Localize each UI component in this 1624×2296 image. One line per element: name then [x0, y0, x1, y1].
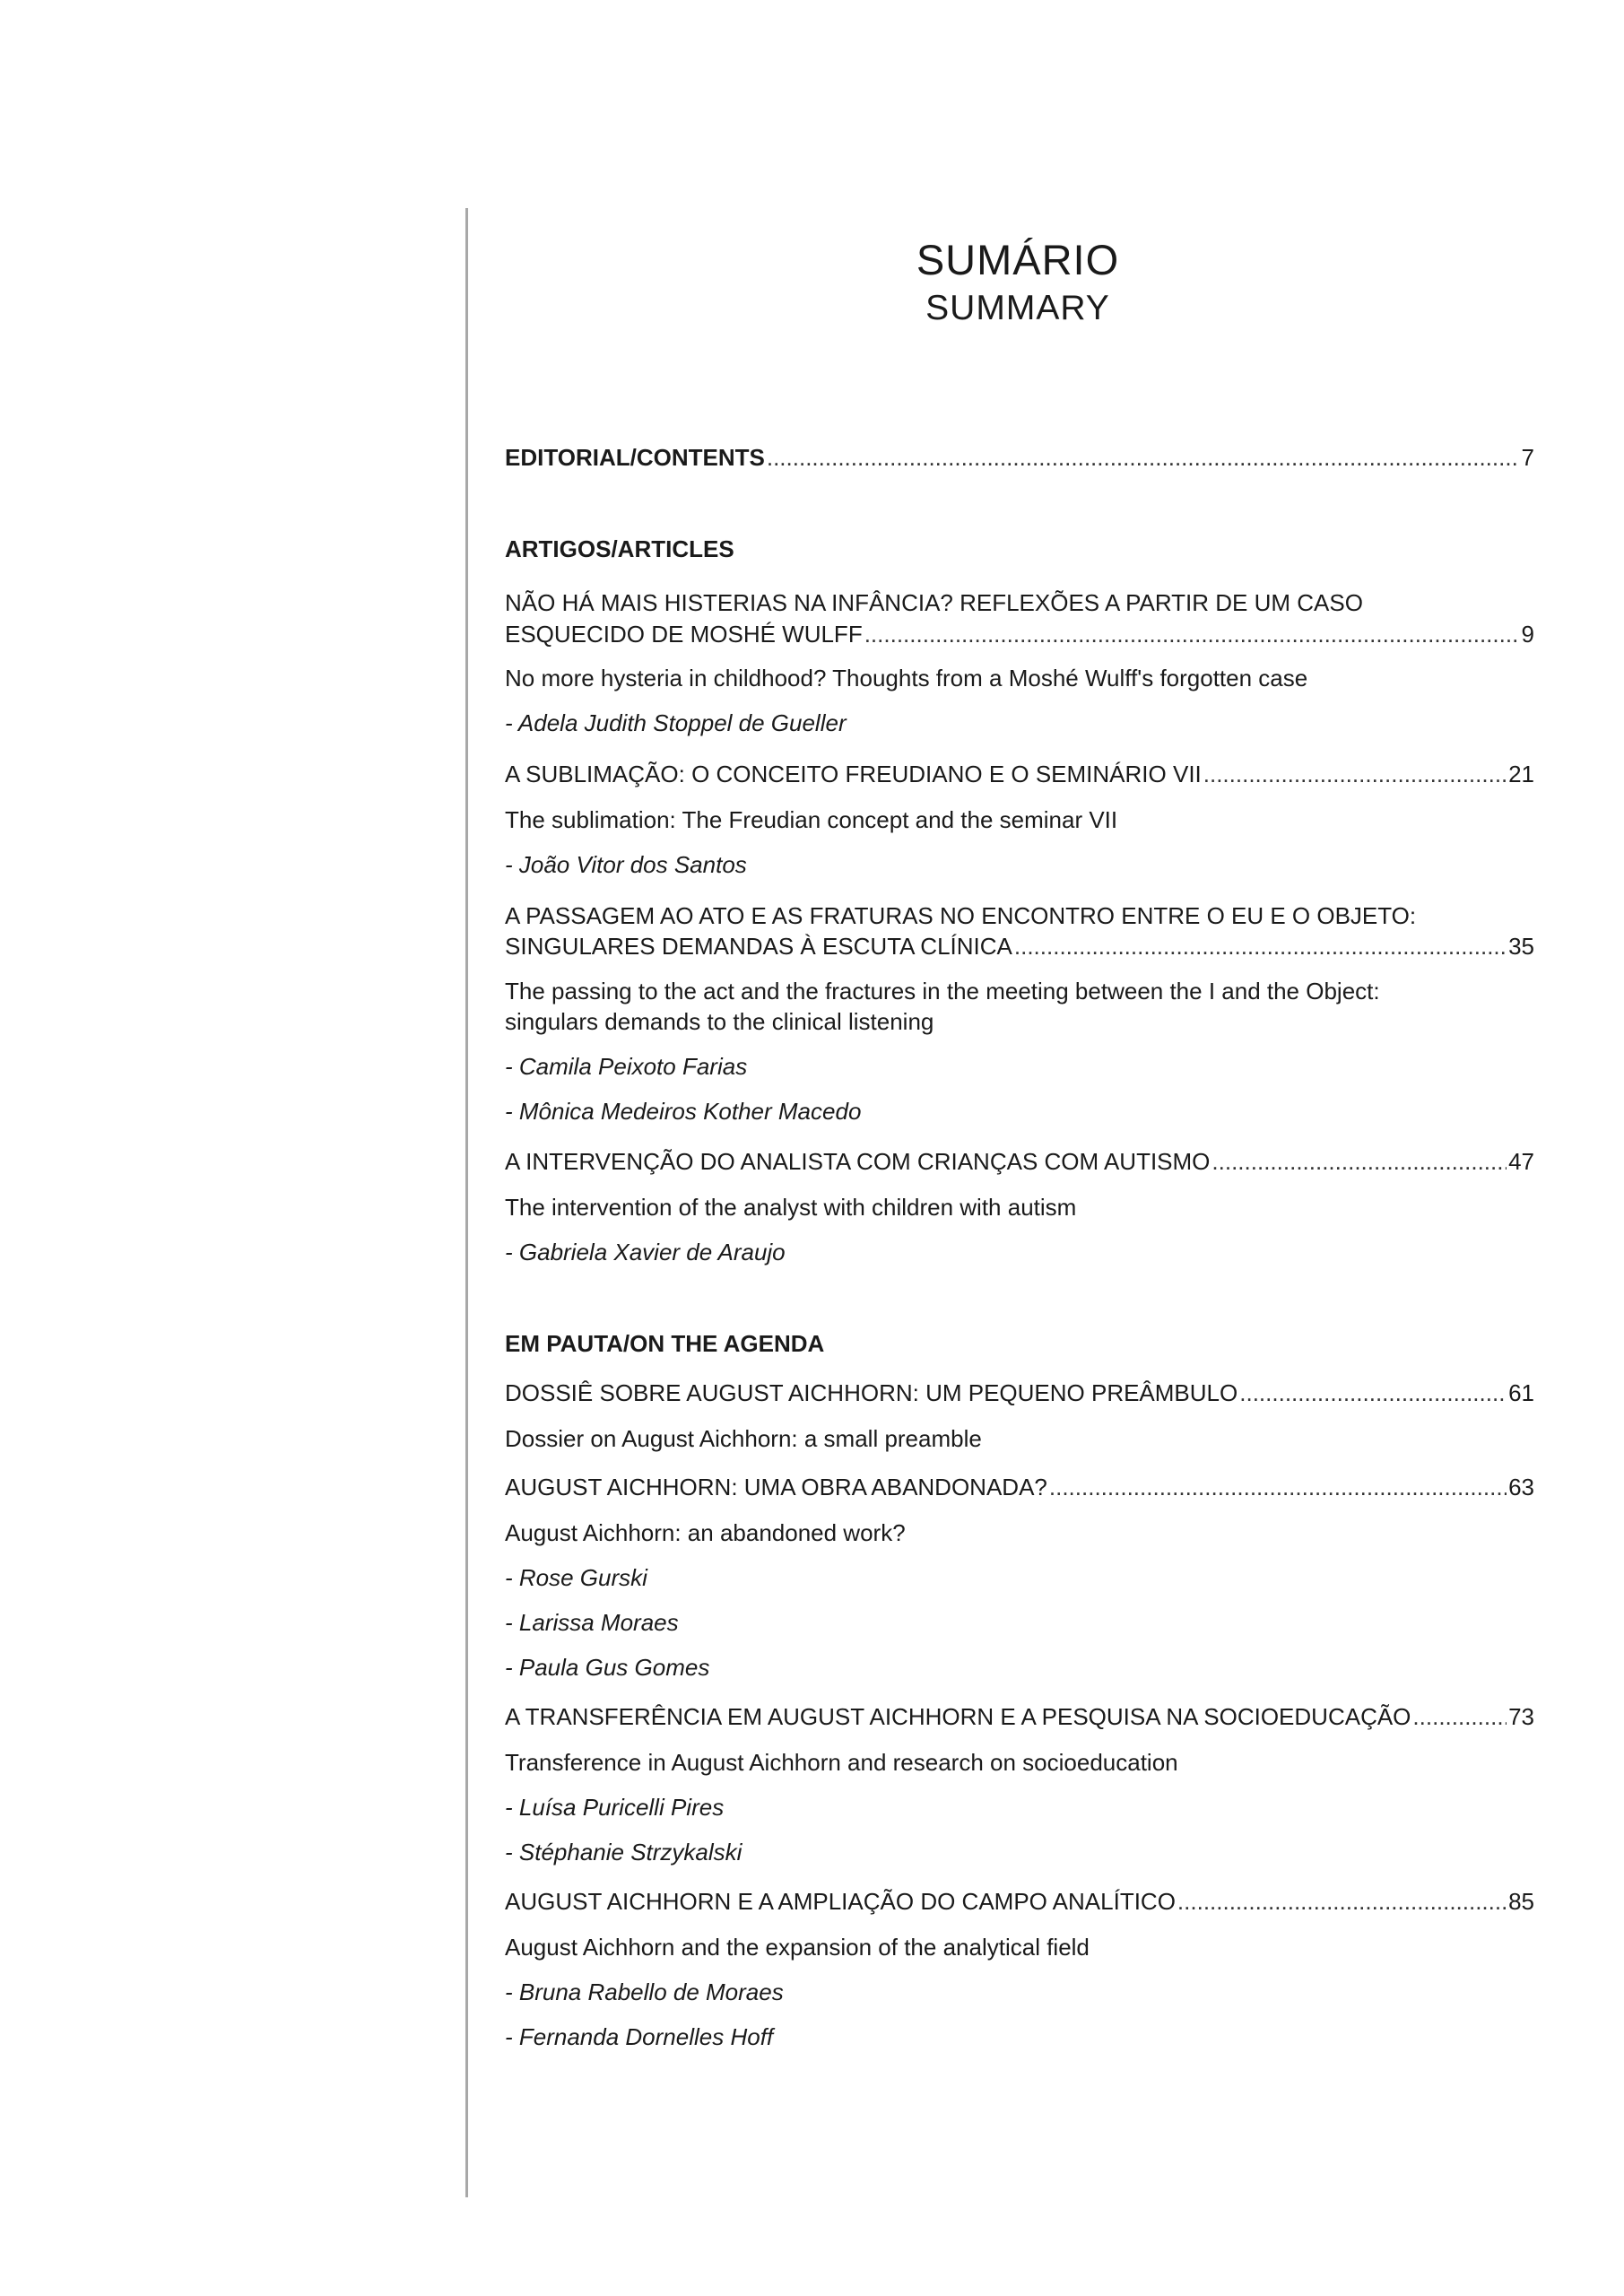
toc-entry-author: - Bruna Rabello de Moraes — [505, 1979, 784, 2005]
toc-entry-author: - Camila Peixoto Farias — [505, 1053, 748, 1080]
toc-entry-author: - Paula Gus Gomes — [505, 1654, 710, 1681]
toc-entry-english-title: Dossier on August Aichhorn: a small preamble — [505, 1425, 982, 1452]
page-number: 47 — [1508, 1148, 1534, 1175]
page-number: 63 — [1508, 1474, 1534, 1500]
page-header — [502, 235, 1533, 332]
toc-entry[interactable] — [505, 1700, 1534, 1733]
dot-leader — [1211, 1145, 1507, 1178]
dot-leader — [1049, 1471, 1507, 1503]
toc-entry-author: - Mônica Medeiros Kother Macedo — [505, 1098, 862, 1125]
dot-leader — [1177, 1885, 1507, 1918]
toc-entry-author: - Gabriela Xavier de Araujo — [505, 1239, 786, 1265]
dot-leader — [1014, 930, 1507, 962]
toc-entry-author: - Luísa Puricelli Pires — [505, 1794, 725, 1821]
toc-entry-title: ESQUECIDO DE MOSHÉ WULFF — [505, 621, 863, 648]
page-number: 21 — [1508, 761, 1534, 787]
toc-entry-title: A TRANSFERÊNCIA EM AUGUST AICHHORN E A PESQUISA NA SOCIOEDUCAÇÃO — [505, 1703, 1411, 1730]
left-margin-rule — [465, 208, 468, 2197]
toc-entry-english-title: Transference in August Aichhorn and research on socioeducation — [505, 1749, 1178, 1776]
toc-entry-english-title: The passing to the act and the fractures in the meeting between the I and the Object: — [505, 978, 1380, 1004]
toc-entry-author: - João Vitor dos Santos — [505, 851, 747, 878]
page-number: 7 — [1521, 444, 1534, 471]
toc-entry-english-title: August Aichhorn and the expansion of the analytical field — [505, 1934, 1090, 1961]
section-heading-agenda: EM PAUTA/ON THE AGENDA — [505, 1330, 825, 1357]
dot-leader — [1412, 1700, 1507, 1733]
dot-leader — [1203, 758, 1507, 790]
toc-entry-title: SINGULARES DEMANDAS À ESCUTA CLÍNICA — [505, 933, 1012, 960]
toc-entry[interactable] — [505, 930, 1534, 962]
toc-entry-english-title: The sublimation: The Freudian concept and the seminar VII — [505, 806, 1118, 833]
page-subtitle: SUMMARY — [925, 289, 1110, 327]
toc-entry-title: A PASSAGEM AO ATO E AS FRATURAS NO ENCONTRO ENTRE O EU E O OBJETO: — [505, 902, 1417, 929]
toc-entry[interactable] — [505, 618, 1534, 650]
page-number: 9 — [1521, 621, 1534, 648]
toc-entry-english-title: singulars demands to the clinical listening — [505, 1008, 934, 1035]
page-number: 85 — [1508, 1888, 1534, 1915]
toc-entry-title: DOSSIÊ SOBRE AUGUST AICHHORN: UM PEQUENO PREÂMBULO — [505, 1379, 1238, 1406]
toc-entry-english-title: August Aichhorn: an abandoned work? — [505, 1519, 906, 1546]
toc-entry[interactable] — [505, 1471, 1534, 1503]
toc-entry-title: A INTERVENÇÃO DO ANALISTA COM CRIANÇAS COM AUTISMO — [505, 1148, 1211, 1175]
toc-entry-title: AUGUST AICHHORN: UMA OBRA ABANDONADA? — [505, 1474, 1047, 1500]
dot-leader — [864, 618, 1520, 650]
page-number: 35 — [1508, 933, 1534, 960]
toc-entry[interactable] — [505, 758, 1534, 790]
toc-entry-title: NÃO HÁ MAIS HISTERIAS NA INFÂNCIA? REFLEXÕES A PARTIR DE UM CASO — [505, 589, 1363, 616]
toc-entry-author: - Stéphanie Strzykalski — [505, 1839, 743, 1866]
page-number: 73 — [1508, 1703, 1534, 1730]
section-heading-articles: ARTIGOS/ARTICLES — [505, 535, 734, 562]
toc-entry-title: AUGUST AICHHORN E A AMPLIAÇÃO DO CAMPO ANALÍTICO — [505, 1888, 1176, 1915]
toc-entry-english-title: No more hysteria in childhood? Thoughts from a Moshé Wulff's forgotten case — [505, 665, 1308, 691]
toc-entry-author: - Larissa Moraes — [505, 1609, 679, 1636]
page-title: SUMÁRIO — [916, 236, 1120, 283]
toc-entry[interactable] — [505, 1145, 1534, 1178]
toc-entry[interactable] — [505, 1885, 1534, 1918]
page-number: 61 — [1508, 1379, 1534, 1406]
toc-editorial-entry[interactable] — [505, 441, 1534, 474]
toc-entry-author: - Rose Gurski — [505, 1564, 647, 1591]
dot-leader — [767, 441, 1520, 474]
toc-entry-english-title: The intervention of the analyst with children with autism — [505, 1194, 1077, 1221]
toc-entry[interactable] — [505, 1377, 1534, 1409]
section-heading-editorial: EDITORIAL/CONTENTS — [505, 444, 765, 471]
dot-leader — [1239, 1377, 1507, 1409]
toc-entry-author: - Adela Judith Stoppel de Gueller — [505, 709, 847, 736]
toc-entry-title: A SUBLIMAÇÃO: O CONCEITO FREUDIANO E O SEMINÁRIO VII — [505, 761, 1202, 787]
toc-entry-author: - Fernanda Dornelles Hoff — [505, 2023, 774, 2050]
